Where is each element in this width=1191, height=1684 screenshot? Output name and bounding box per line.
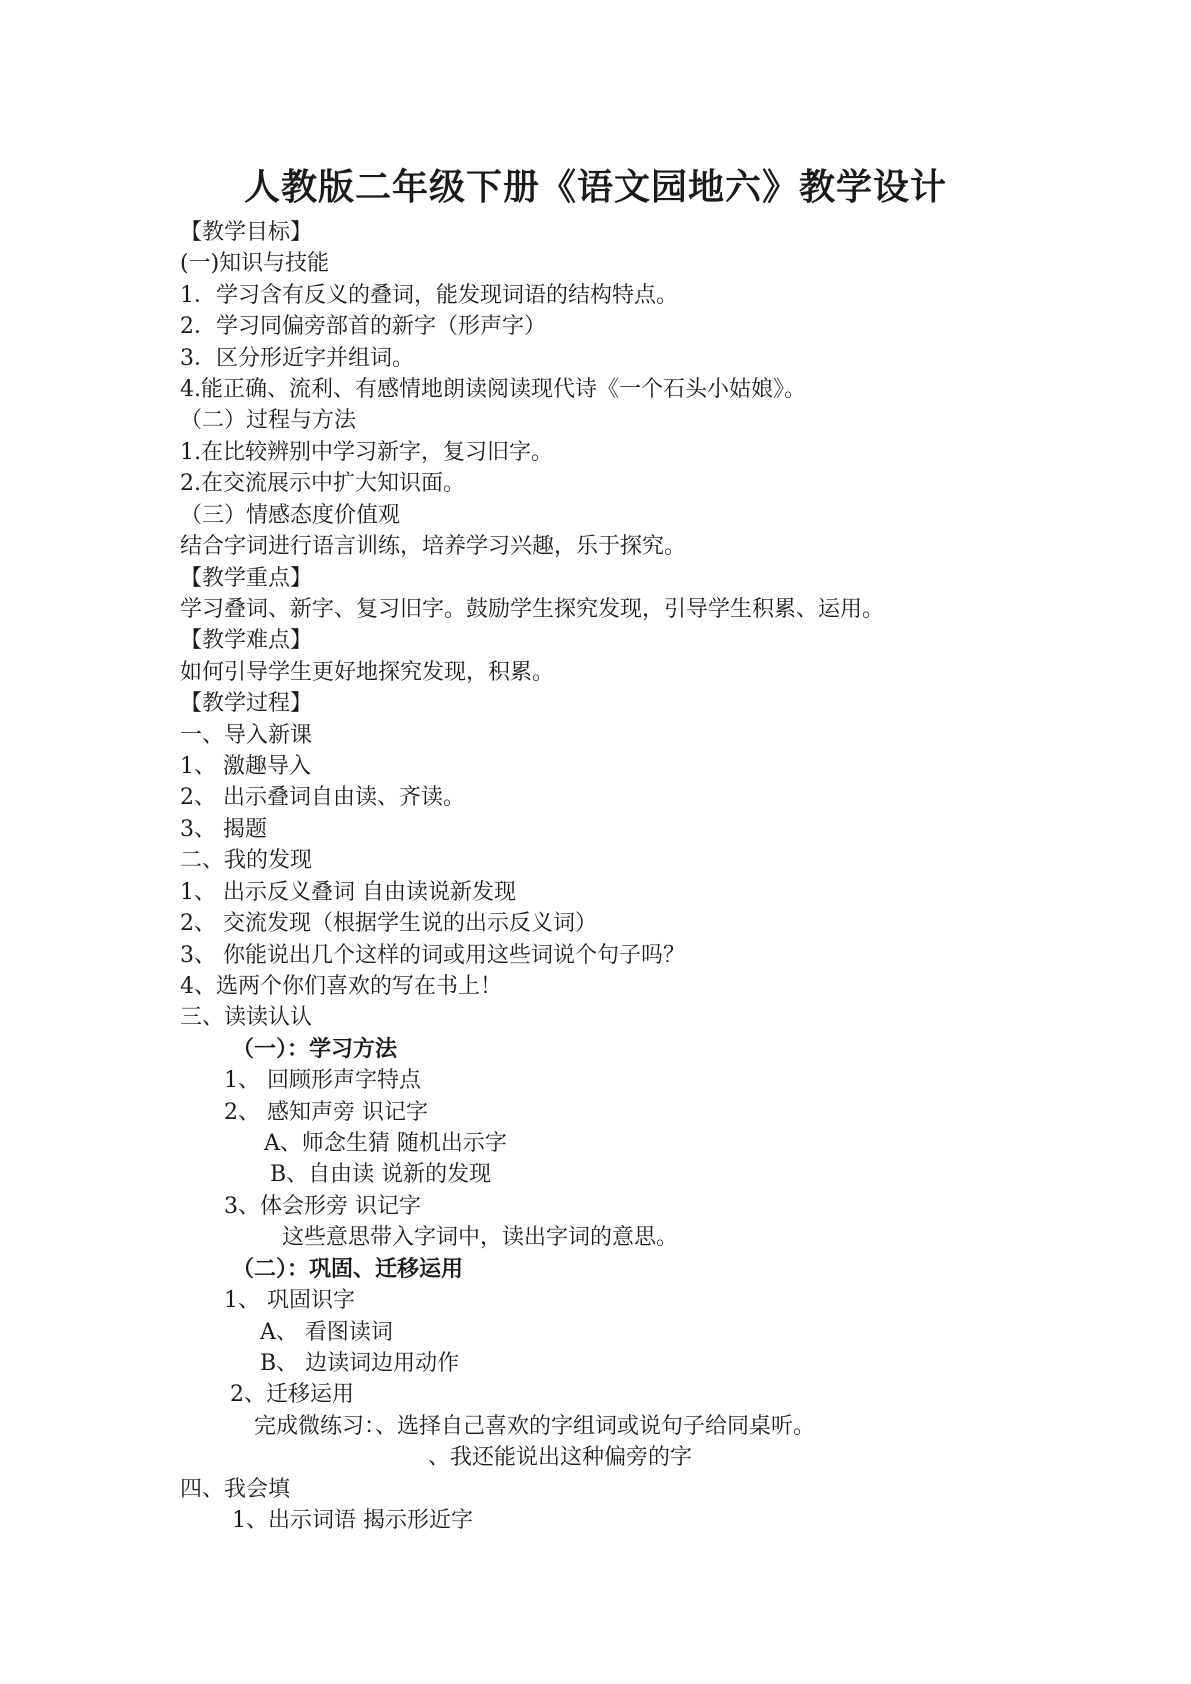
text-line: A、师念生猜 随机出示字 <box>264 1131 507 1156</box>
text-line: 1、 巩固识字 <box>224 1288 355 1313</box>
text-line: B、自由读 说新的发现 <box>270 1162 492 1187</box>
text-line: 4、选两个你们喜欢的写在书上！ <box>180 974 502 999</box>
text-line: B、 边读词边用动作 <box>260 1351 460 1376</box>
subheading-process-method: （二）过程与方法 <box>180 408 357 433</box>
text-line: 、我还能说出这种偏旁的字 <box>428 1445 693 1470</box>
subheading-knowledge-skills: (一)知识与技能 <box>180 251 330 276</box>
step-heading: 二、我的发现 <box>180 848 313 873</box>
text-line: 这些意思带入字词中，读出字词的意思。 <box>282 1225 679 1250</box>
text-line: 1.在比较辨别中学习新字，复习旧字。 <box>180 440 553 465</box>
text-line: 2、 出示叠词自由读、齐读。 <box>180 785 465 810</box>
text-line: 1、 出示反义叠词 自由读说新发现 <box>180 880 516 905</box>
section-heading-objectives: 【教学目标】 <box>180 220 313 245</box>
section-heading-key-points: 【教学重点】 <box>180 566 313 591</box>
document-title: 人教版二年级下册《语文园地六》教学设计 <box>243 167 947 208</box>
text-line: 1、 回顾形声字特点 <box>224 1068 421 1093</box>
text-line: 2.在交流展示中扩大知识面。 <box>180 471 465 496</box>
subheading-attitude-values: （三）情感态度价值观 <box>180 503 401 528</box>
text-line: 1、 激趣导入 <box>180 754 311 779</box>
step-heading: 一、导入新课 <box>180 723 313 748</box>
step-heading: 四、我会填 <box>180 1477 291 1502</box>
text-line: 学习叠词、新字、复习旧字。鼓励学生探究发现，引导学生积累、运用。 <box>180 597 885 622</box>
text-line: 1．学习含有反义的叠词，能发现词语的结构特点。 <box>180 283 678 308</box>
section-heading-difficulties: 【教学难点】 <box>180 628 313 653</box>
text-line: 2、迁移运用 <box>230 1382 354 1407</box>
text-line: 3．区分形近字并组词。 <box>180 346 414 371</box>
text-line: 3、体会形旁 识记字 <box>224 1194 421 1219</box>
step-heading: 三、读读认认 <box>180 1005 313 1030</box>
text-line: 3、 你能说出几个这样的词或用这些词说个句子吗？ <box>180 943 685 968</box>
section-heading-process: 【教学过程】 <box>180 691 313 716</box>
text-line: 4.能正确、流利、有感情地朗读阅读现代诗《一个石头小姑娘》。 <box>180 377 806 402</box>
text-line: 完成微练习：、选择自己喜欢的字组词或说句子给同桌听。 <box>254 1414 816 1439</box>
text-line: A、 看图读词 <box>260 1320 393 1345</box>
text-line: 3、 揭题 <box>180 817 267 842</box>
text-line: 2、 感知声旁 识记字 <box>224 1100 428 1125</box>
bold-subheading: （二）：巩固、迁移运用 <box>232 1257 464 1282</box>
text-line: 如何引导学生更好地探究发现，积累。 <box>180 660 555 685</box>
bold-subheading: （一）：学习方法 <box>232 1037 398 1062</box>
text-line: 2．学习同偏旁部首的新字（形声字） <box>180 314 546 339</box>
text-line: 2、 交流发现（根据学生说的出示反义词） <box>180 911 597 936</box>
text-line: 结合字词进行语言训练，培养学习兴趣，乐于探究。 <box>180 534 687 559</box>
text-line: 1、出示词语 揭示形近字 <box>232 1508 473 1533</box>
